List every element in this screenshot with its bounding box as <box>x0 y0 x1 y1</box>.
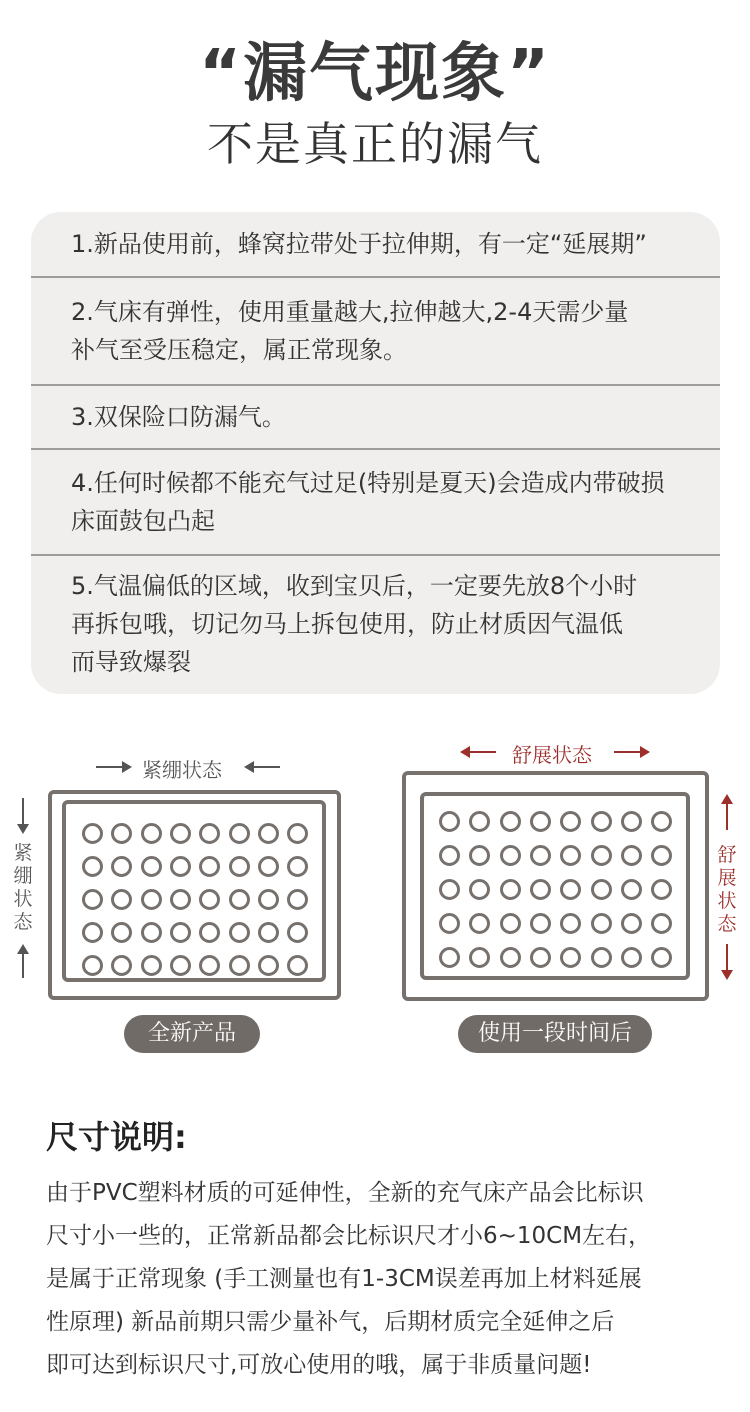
stretched-state-label: 舒展状态 <box>512 743 592 767</box>
air-cell <box>439 913 460 934</box>
arrow-down-icon <box>22 798 24 828</box>
size-note-body <box>46 1172 726 1387</box>
air-cell <box>258 889 279 910</box>
tip-2-line-1: 2.气床有弹性，使用重量越大,拉伸越大,2-4天需少量 <box>71 298 629 326</box>
air-cell <box>141 856 162 877</box>
air-cell <box>530 947 551 968</box>
air-cell <box>82 889 103 910</box>
tip-item-1 <box>31 212 720 276</box>
arrow-up-red-icon <box>726 800 728 830</box>
size-note-line: 由于PVC塑料材质的可延伸性，全新的充气床产品会比标识 <box>46 1180 644 1206</box>
size-note-line: 是属于正常现象 (手工测量也有1-3CM误差再加上材料延展 <box>46 1266 642 1292</box>
size-note-title: 尺寸说明: <box>46 1118 187 1156</box>
air-cell <box>651 811 672 832</box>
air-cell <box>229 955 250 976</box>
tip-item-3 <box>31 386 720 448</box>
air-cell <box>621 845 642 866</box>
air-cell <box>141 823 162 844</box>
page-title: “漏气现象” <box>198 37 552 111</box>
air-cell <box>170 823 191 844</box>
air-cell <box>621 811 642 832</box>
air-cell <box>170 922 191 943</box>
air-cell <box>170 955 191 976</box>
size-note-line: 尺寸小一些的，正常新品都会比标识尺才小6~10CM左右， <box>46 1223 652 1249</box>
arrow-right-icon <box>96 766 126 768</box>
air-cell <box>439 845 460 866</box>
tight-state-side-label: 紧绷状态 <box>13 842 33 933</box>
air-cell <box>651 913 672 934</box>
tip-1-line-1: 1.新品使用前，蜂窝拉带处于拉伸期，有一定“延展期” <box>71 230 647 258</box>
arrow-right-red-icon <box>614 751 644 753</box>
tip-3-line-1: 3.双保险口防漏气。 <box>71 403 286 431</box>
tip-item-2 <box>31 278 720 384</box>
air-cell <box>530 845 551 866</box>
air-cell <box>287 922 308 943</box>
air-cell <box>651 947 672 968</box>
size-note-line: 即可达到标识尺寸,可放心使用的哦，属于非质量问题! <box>46 1352 592 1378</box>
air-cell <box>170 889 191 910</box>
used-product-badge: 使用一段时间后 <box>458 1015 652 1053</box>
tip-item-4 <box>31 450 720 554</box>
air-cell <box>621 913 642 934</box>
tip-5-line-3: 而导致爆裂 <box>71 648 191 676</box>
air-cell <box>621 947 642 968</box>
air-cell <box>591 913 612 934</box>
air-cell <box>530 913 551 934</box>
tip-4-line-2: 床面鼓包凸起 <box>71 507 215 535</box>
arrow-left-red-icon <box>466 751 496 753</box>
air-cell <box>141 889 162 910</box>
air-cell <box>439 947 460 968</box>
air-cell <box>258 823 279 844</box>
air-cell <box>500 811 521 832</box>
air-cell <box>591 947 612 968</box>
arrow-down-red-icon <box>726 944 728 974</box>
air-cell <box>229 889 250 910</box>
air-cell <box>258 922 279 943</box>
air-cell <box>591 845 612 866</box>
air-cell <box>621 879 642 900</box>
size-note-line: 性原理) 新品前期只需少量补气，后期材质完全延伸之后 <box>46 1309 615 1335</box>
air-cell <box>82 955 103 976</box>
tight-state-label: 紧绷状态 <box>142 758 222 782</box>
tips-panel <box>31 212 720 694</box>
air-cell <box>500 879 521 900</box>
air-cell <box>651 845 672 866</box>
stretched-state-side-label: 舒展状态 <box>717 844 737 935</box>
new-product-badge: 全新产品 <box>124 1015 260 1053</box>
air-cell <box>530 879 551 900</box>
tip-5-line-2: 再拆包哦，切记勿马上拆包使用，防止材质因气温低 <box>71 610 623 638</box>
air-cell <box>439 811 460 832</box>
air-cell <box>258 856 279 877</box>
air-cell <box>500 845 521 866</box>
air-cell <box>651 879 672 900</box>
air-cell <box>500 947 521 968</box>
air-cell <box>229 922 250 943</box>
air-cell <box>229 856 250 877</box>
air-cell <box>170 856 191 877</box>
air-cell <box>229 823 250 844</box>
page-subtitle: 不是真正的漏气 <box>207 117 543 171</box>
tip-item-5 <box>31 556 720 692</box>
air-cell <box>591 879 612 900</box>
air-cell <box>287 889 308 910</box>
tip-2-line-2: 补气至受压稳定，属正常现象。 <box>71 336 407 364</box>
air-cell <box>141 922 162 943</box>
air-cell <box>82 856 103 877</box>
air-cell <box>258 955 279 976</box>
arrow-left-icon <box>250 766 280 768</box>
air-cell <box>591 811 612 832</box>
air-cell <box>530 811 551 832</box>
air-cell <box>82 823 103 844</box>
air-cell <box>287 955 308 976</box>
air-cell <box>82 922 103 943</box>
air-cell <box>141 955 162 976</box>
tip-4-line-1: 4.任何时候都不能充气过足(特别是夏天)会造成内带破损 <box>71 469 665 497</box>
air-cell <box>287 823 308 844</box>
air-cell <box>500 913 521 934</box>
used-mattress-inner-frame <box>420 792 690 980</box>
arrow-up-icon <box>22 950 24 978</box>
tip-5-line-1: 5.气温偏低的区域，收到宝贝后，一定要先放8个小时 <box>71 572 638 600</box>
air-cell <box>287 856 308 877</box>
air-cell <box>439 879 460 900</box>
